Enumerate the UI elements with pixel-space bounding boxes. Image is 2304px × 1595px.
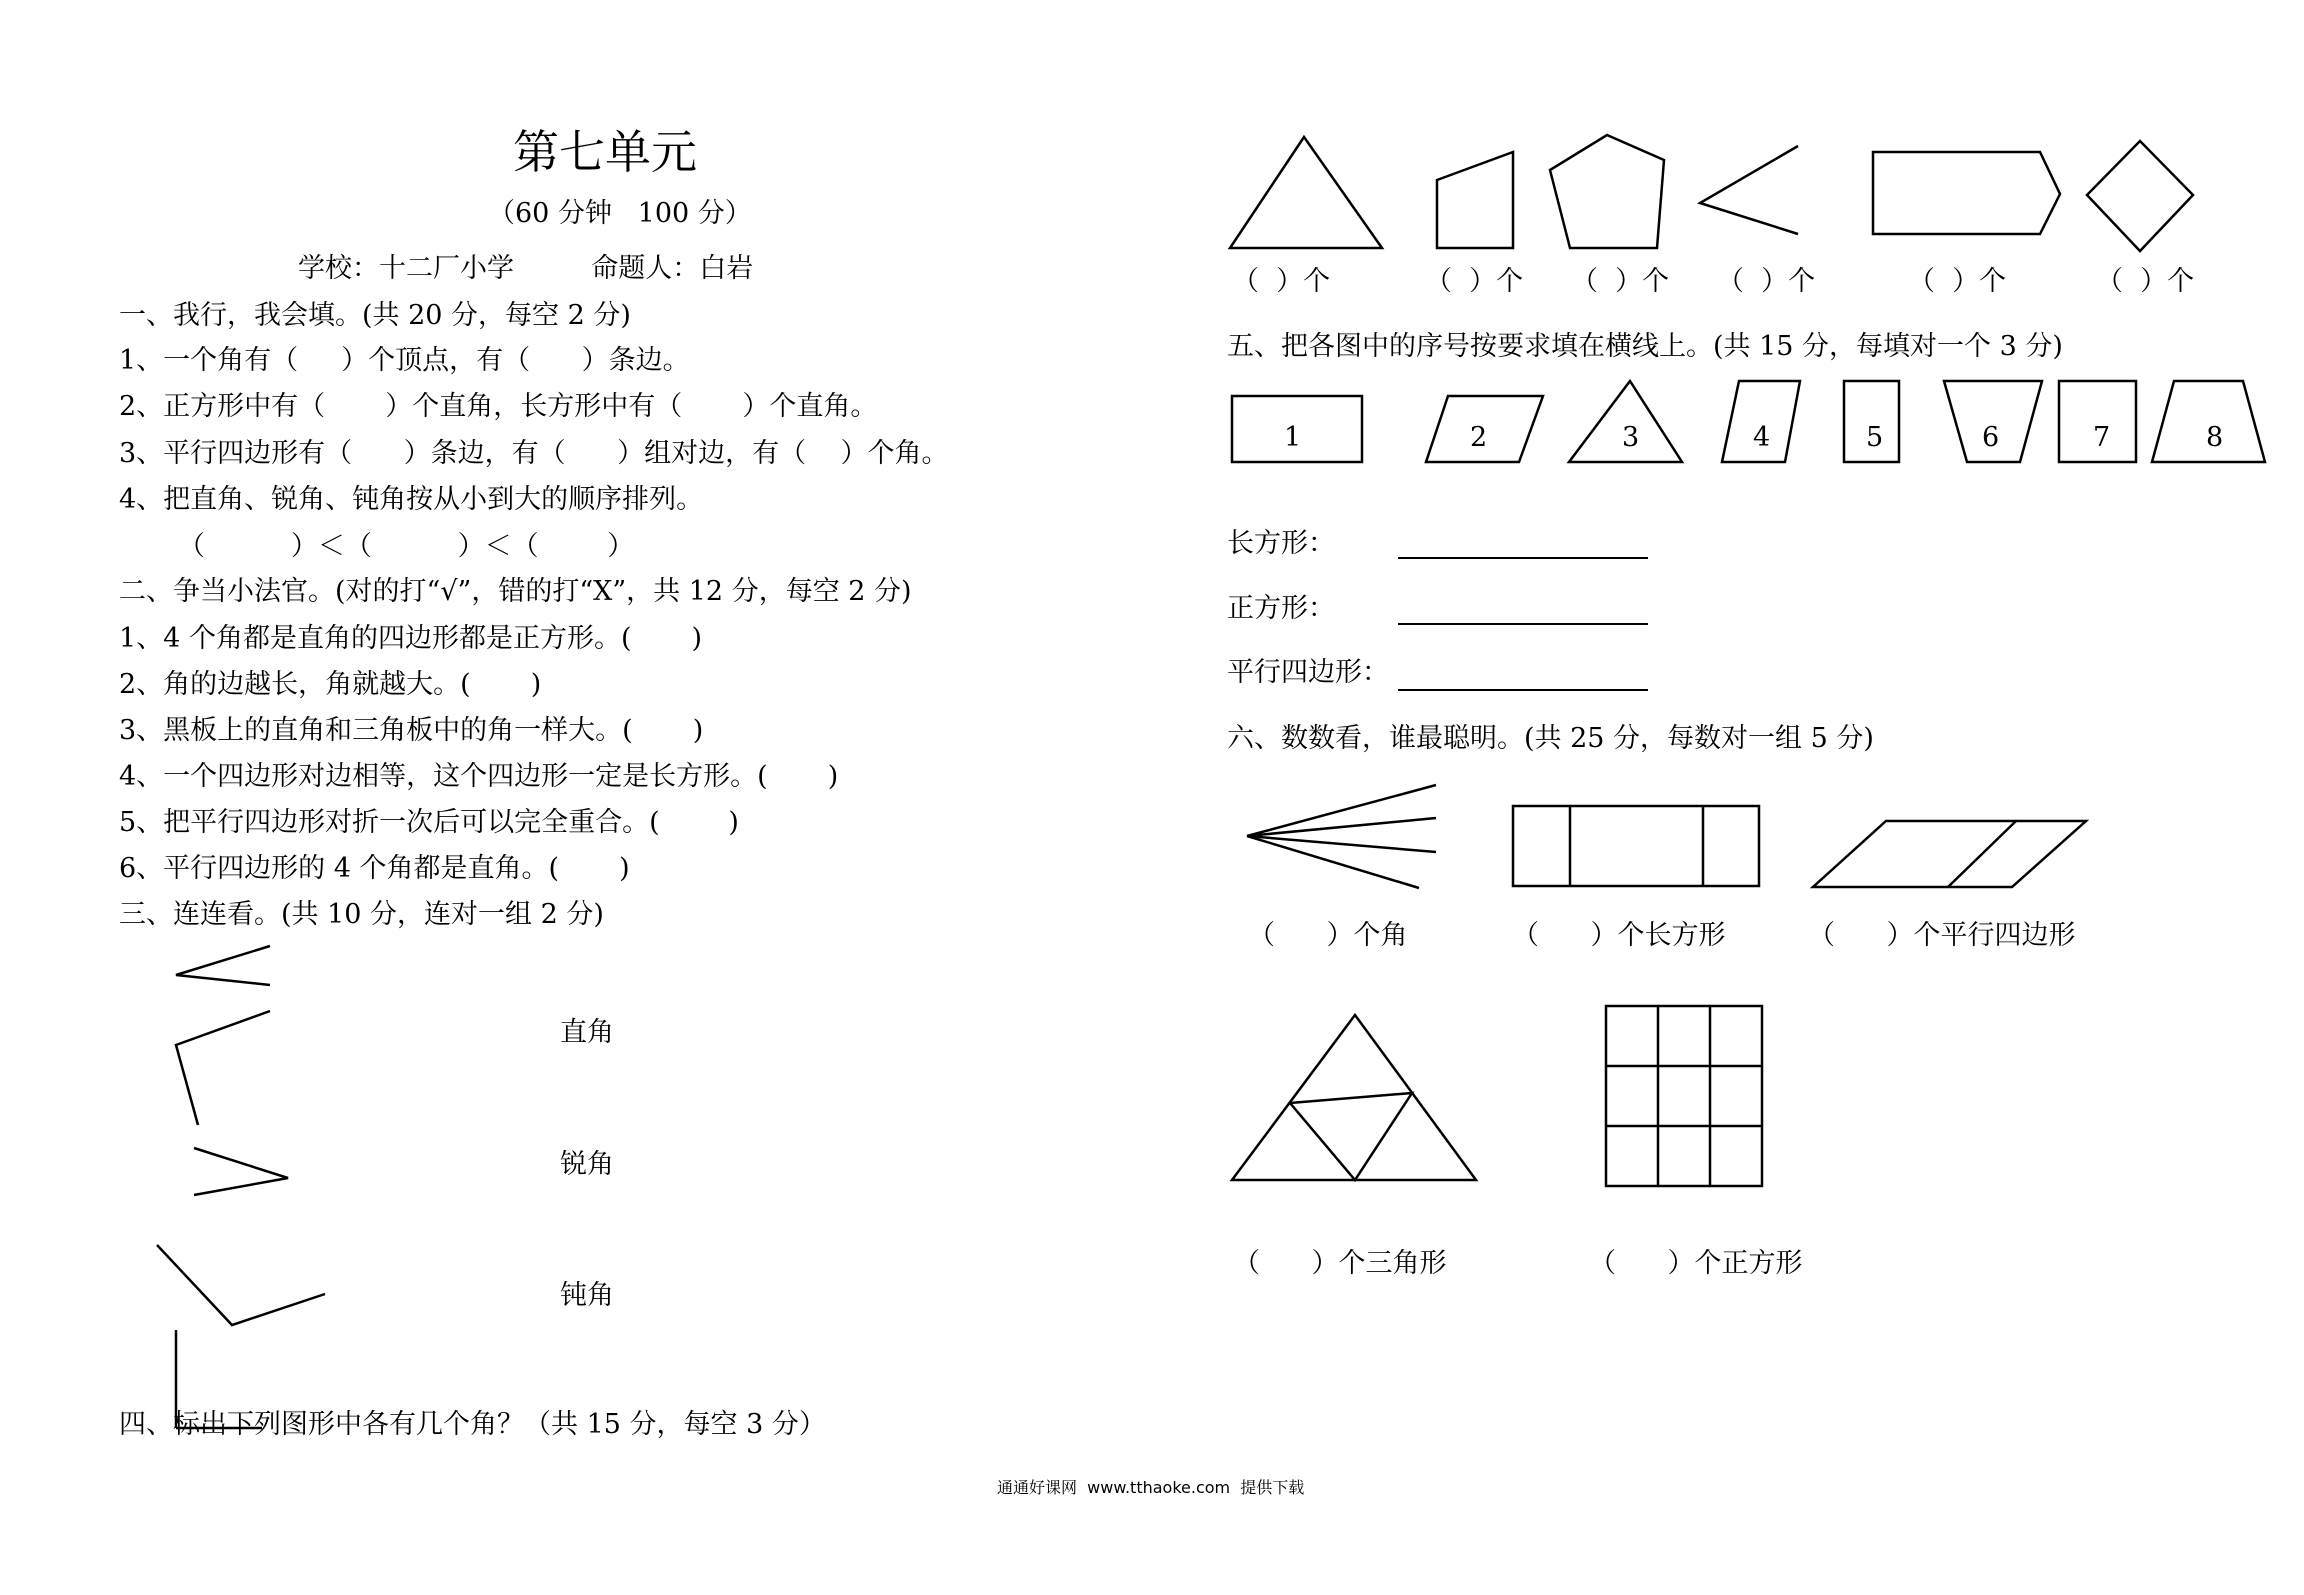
field-label-square: 正方形： <box>1227 593 1335 624</box>
count-answer-triangles: （ ）个三角形 <box>1233 1248 1447 1279</box>
shape-number: 2 <box>1470 422 1488 453</box>
label-acute-angle: 锐角 <box>560 1149 614 1180</box>
section2-question: 3、黑板上的直角和三角板中的角一样大。( ) <box>119 715 704 746</box>
shape-number: 8 <box>2206 422 2224 453</box>
triangles-figure <box>1232 1015 1476 1180</box>
field-label-rectangle: 长方形： <box>1227 528 1335 559</box>
section1-question: 4、把直角、锐角、钝角按从小到大的顺序排列。 <box>119 484 704 515</box>
shape-6-trapezoid <box>1944 381 2042 462</box>
exam-duration: （60 分钟 100 分） <box>488 198 752 229</box>
section1-question: 3、平行四边形有（ ）条边，有（ ）组对边，有（ ）个角。 <box>119 438 949 469</box>
section2-question: 2、角的边越长，角就越大。( ) <box>119 669 542 700</box>
angle-count-blank: （ ）个 <box>1571 266 1670 297</box>
section2-question: 4、一个四边形对边相等，这个四边形一定是长方形。( ) <box>119 761 839 792</box>
rays-angle-figure <box>1247 785 1436 888</box>
count-answer-angles: （ ）个角 <box>1248 920 1408 951</box>
shape-number: 7 <box>2093 422 2111 453</box>
angle-count-blank: （ ）个 <box>1717 266 1816 297</box>
shape-number: 5 <box>1866 422 1884 453</box>
section4-heading: 四、标出下列图形中各有几个角？（共 15 分，每空 3 分） <box>119 1409 826 1440</box>
section1-question: 1、一个角有（ ）个顶点，有（ ）条边。 <box>119 345 690 376</box>
section5-heading: 五、把各图中的序号按要求填在横线上。(共 15 分，每填对一个 3 分) <box>1227 331 2063 362</box>
narrow-angle-figure[interactable] <box>194 1148 288 1195</box>
shape-number: 3 <box>1622 422 1640 453</box>
section1-question: 2、正方形中有（ ）个直角，长方形中有（ ）个直角。 <box>119 391 878 422</box>
stray-line-figure <box>176 1330 262 1428</box>
shape-1-rectangle <box>1232 396 1362 462</box>
pentagon-shape <box>1550 135 1664 248</box>
section1-order-blanks: （ ）＜（ ）＜（ ） <box>178 531 635 562</box>
shape-5-rectangle <box>1844 381 1899 462</box>
page-title: 第七单元 <box>513 125 697 179</box>
angle-count-blank: （ ）个 <box>1908 266 2007 297</box>
divided-rectangle-figure <box>1513 806 1759 886</box>
shape-7-square <box>2059 381 2136 462</box>
shape-8-trapezoid <box>2152 381 2265 462</box>
obtuse-angle-figure[interactable] <box>176 1011 270 1125</box>
angle-shape <box>1700 146 1798 234</box>
angle-count-blank: （ ）个 <box>2096 266 2195 297</box>
field-label-parallelogram: 平行四边形： <box>1227 657 1389 688</box>
shape-number: 6 <box>1982 422 2000 453</box>
shape-4-parallelogram <box>1722 381 1800 462</box>
section3-heading: 三、连连看。(共 10 分，连对一组 2 分) <box>119 899 604 930</box>
triangle-shape <box>1230 137 1382 248</box>
diamond-shape <box>2087 141 2193 251</box>
footer-source: 通通好课网 www.tthaoke.com 提供下载 <box>997 1478 1305 1497</box>
section2-question: 5、把平行四边形对折一次后可以完全重合。( ) <box>119 807 739 838</box>
right-angle-figure[interactable] <box>157 1245 325 1325</box>
section2-question: 6、平行四边形的 4 个角都是直角。( ) <box>119 853 630 884</box>
shape-3-triangle <box>1569 381 1682 462</box>
exam-info: 学校：十二厂小学 命题人：白岩 <box>298 253 754 284</box>
count-answer-squares: （ ）个正方形 <box>1589 1248 1803 1279</box>
angle-count-blank: （ ）个 <box>1425 266 1524 297</box>
section2-question: 1、4 个角都是直角的四边形都是正方形。( ) <box>119 623 703 654</box>
count-answer-rectangles: （ ）个长方形 <box>1512 920 1726 951</box>
label-right-angle: 直角 <box>560 1017 614 1048</box>
shape-2-parallelogram <box>1426 396 1543 462</box>
shape-number: 1 <box>1284 422 1302 453</box>
divided-parallelogram-figure <box>1813 821 2086 887</box>
label-obtuse-angle: 钝角 <box>560 1280 614 1311</box>
quadrilateral-shape <box>1437 152 1513 248</box>
pentagon-arrow-shape <box>1873 152 2060 234</box>
count-answer-parallelograms: （ ）个平行四边形 <box>1808 920 2076 951</box>
grid-squares-figure <box>1606 1006 1762 1186</box>
section2-heading: 二、争当小法官。(对的打“√”，错的打“X”，共 12 分，每空 2 分) <box>119 576 912 607</box>
section6-heading: 六、数数看，谁最聪明。(共 25 分，每数对一组 5 分) <box>1227 723 1874 754</box>
section1-heading: 一、我行，我会填。(共 20 分，每空 2 分) <box>119 300 631 331</box>
acute-angle-figure[interactable] <box>176 946 270 985</box>
angle-count-blank: （ ）个 <box>1232 266 1331 297</box>
shape-number: 4 <box>1753 422 1771 453</box>
